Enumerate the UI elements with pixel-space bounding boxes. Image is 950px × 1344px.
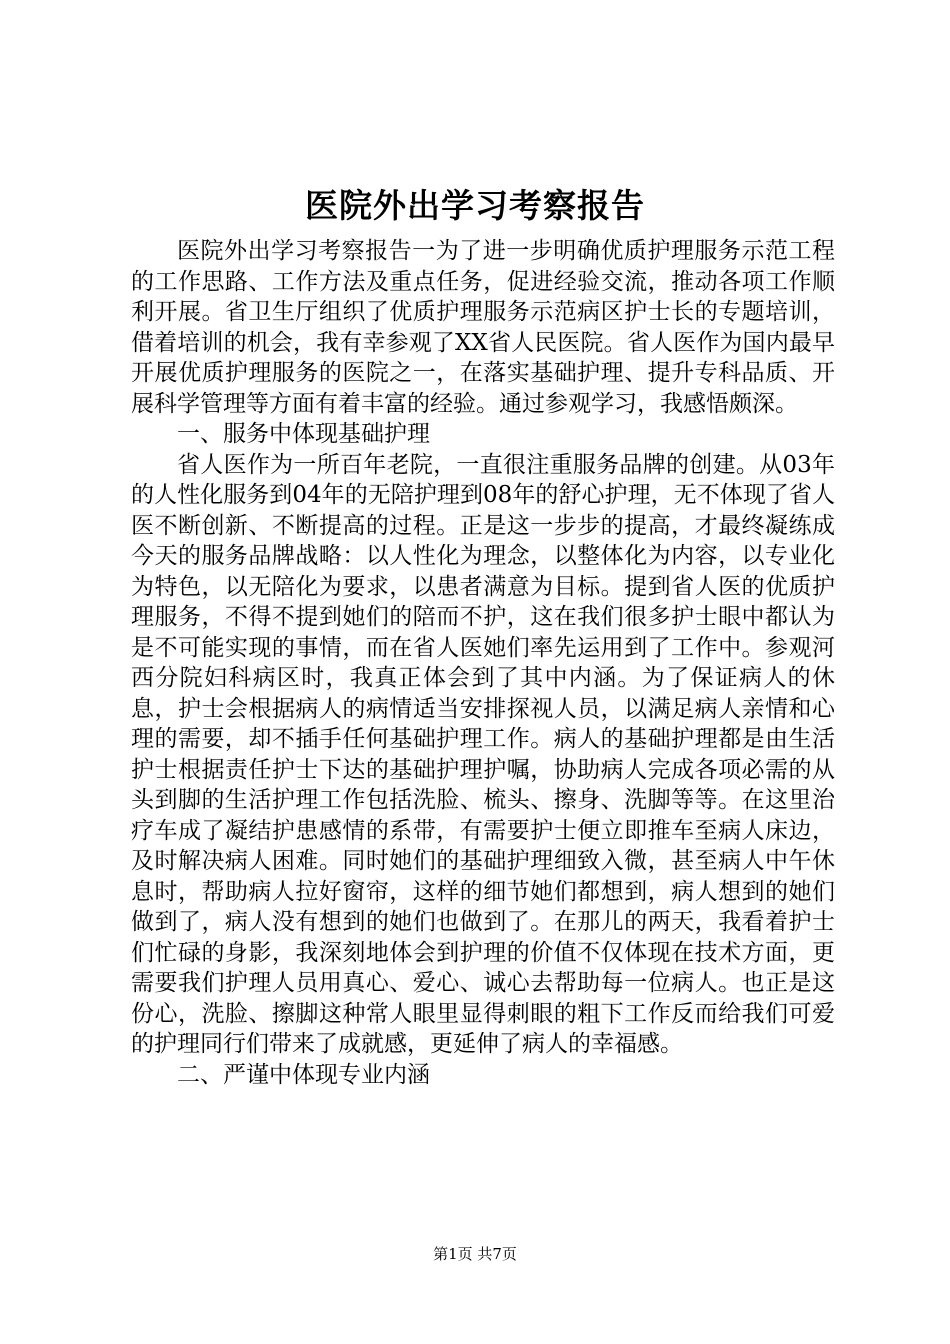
paragraph-section-1: 省人医作为一所百年老院，一直很注重服务品牌的创建。从03年的人性化服务到04年的无陪护理到08年的舒心护理，无不体现了省人医不断创新、不断提高的过程。正是这一步步的提高，才最终凝练成今天的服务品牌战略：以人性化为理念，以整体化为内容，以专业化为特色，以无陪化为要求，以患者满意为目标。提到省人医的优质护理服务，不得不提到她们的陪而不护，这在我们很多护士眼中都认为是不可能实现的事情，而在省人医她们率先运用到了工作中。参观河西分院妇科病区时，我真正体会到了其中内涵。为了保证病人的休息，护士会根据病人的病情适当安排探视人员，以满足病人亲情和心理的需要，却不插手任何基础护理工作。病人的基础护理都是由生活护士根据责任护士下达的基础护理护嘱，协助病人完成各项必需的从头到脚的生活护理工作包括洗脸、梳头、擦身、洗脚等等。在这里治疗车成了凝结护患感情的系带，有需要护士便立即推车至病人床边，及时解决病人困难。同时她们的基础护理细致入微，甚至病人中午休息时，帮助病人拉好窗帘，这样的细节她们都想到，病人想到的她们做到了，病人没有想到的她们也做到了。在那儿的两天，我看着护士们忙碌的身影，我深刻地体会到护理的价值不仅体现在技术方面，更需要我们护理人员用真心、爱心、诚心去帮助每一位病人。也正是这份心，洗脸、擦脚这种常人眼里显得刺眼的粗下工作反而给我们可爱的护理同行们带来了成就感，更延伸了病人的幸福感。 [131, 451, 835, 1057]
page-number-footer: 第1页 共7页 [433, 1245, 517, 1263]
section-heading-1: 一、服务中体现基础护理 [177, 421, 430, 447]
section-heading-2: 二、严谨中体现专业内涵 [177, 1061, 430, 1088]
paragraph-intro: 医院外出学习考察报告一为了进一步明确优质护理服务示范工程的工作思路、工作方法及重点任务，促进经验交流，推动各项工作顺利开展。省卫生厅组织了优质护理服务示范病区护士长的专题培训，借着培训的机会，我有幸参观了XX省人民医院。省人医作为国内最早开展优质护理服务的医院之一，在落实基础护理、提升专科品质、开展科学管理等方面有着丰富的经验。通过参观学习，我感悟颇深。 [131, 238, 835, 417]
document-title: 医院外出学习考察报告 [305, 186, 645, 225]
document-body [131, 236, 835, 1090]
